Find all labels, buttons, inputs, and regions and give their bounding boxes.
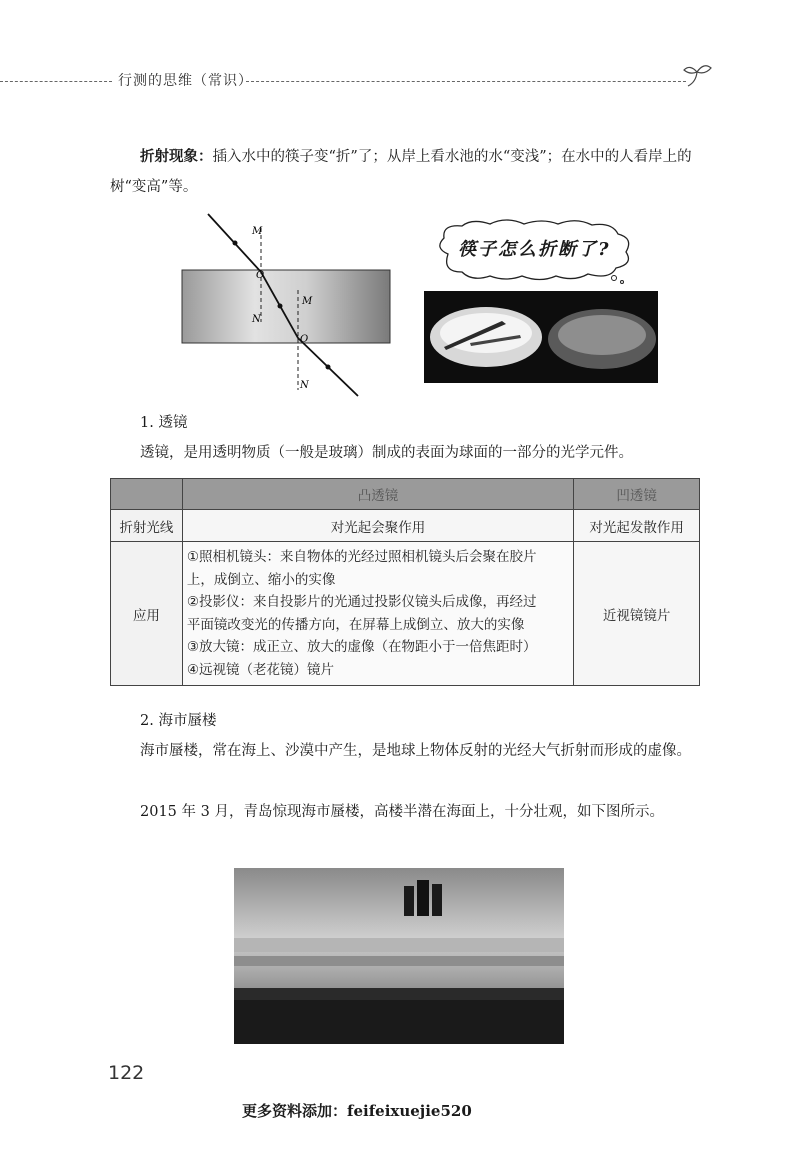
label-o1: O xyxy=(256,270,265,281)
convex-app-line: 平面镜改变光的传播方向，在屏幕上成倒立、放大的实像 xyxy=(186,616,525,633)
lens-table xyxy=(110,478,700,686)
convex-app-line: ②投影仪：来自投影片的光通过投影仪镜头后成像，再经过 xyxy=(186,594,537,610)
row-label-application: 应用 xyxy=(111,542,183,686)
chopstick-illustration xyxy=(424,291,658,383)
label-n2: N xyxy=(300,380,309,391)
convex-app-line: ①照相机镜头：来自物体的光经过照相机镜头后会聚在胶片 xyxy=(186,549,537,565)
refraction-text: 插入水中的筷子变“折”了；从岸上看水池的水“变浅”；在水中的人看岸上的树“变高”等。 xyxy=(110,149,692,195)
chopstick-photo xyxy=(424,291,658,383)
label-m2: M xyxy=(302,296,313,307)
table-header-convex: 凸透镜 xyxy=(182,479,573,510)
header-rule-right xyxy=(246,81,686,82)
refraction-intro xyxy=(110,142,700,202)
convex-app-line: 上，成倒立、缩小的实像 xyxy=(186,571,336,588)
row-label-refraction: 折射光线 xyxy=(111,510,183,542)
table-header-empty xyxy=(111,479,183,510)
section2-text: 海市蜃楼，常在海上、沙漠中产生，是地球上物体反射的光经大气折射而形成的虚像。 xyxy=(140,743,691,759)
concave-refraction: 对光起发散作用 xyxy=(574,510,700,542)
footer-note: 更多资料添加：feifeixuejie520 xyxy=(242,1102,472,1120)
table-header-concave: 凹透镜 xyxy=(574,479,700,510)
convex-app-line: ④远视镜（老花镜）镜片 xyxy=(186,661,334,678)
table-header-row xyxy=(111,479,700,510)
section2-example: 2015 年 3 月，青岛惊现海市蜃楼，高楼半潜在海面上，十分壮观，如下图所示。 xyxy=(140,804,664,820)
section2-title: 2. 海市蜃楼 xyxy=(140,713,217,729)
refraction-label: 折射现象： xyxy=(140,148,213,165)
refraction-diagram xyxy=(180,210,395,405)
mirage-photo xyxy=(234,868,564,1044)
mirage-illustration xyxy=(234,868,564,1044)
label-o2: O xyxy=(300,334,309,345)
header-rule-left xyxy=(0,81,112,82)
label-n1: N xyxy=(252,314,261,325)
section1-title: 1. 透镜 xyxy=(140,415,188,431)
page-number: 122 xyxy=(108,1062,145,1084)
concave-application: 近视镜镜片 xyxy=(574,542,700,686)
header-title: 行测的思维（常识） xyxy=(118,73,253,89)
label-m1: M xyxy=(252,226,263,237)
convex-refraction: 对光起会聚作用 xyxy=(182,510,573,542)
section1-text: 透镜，是用透明物质（一般是玻璃）制成的表面为球面的一部分的光学元件。 xyxy=(140,445,633,461)
convex-app-line: ③放大镜：成正立、放大的虚像（在物距小于一倍焦距时） xyxy=(186,639,537,655)
table-row xyxy=(111,542,700,686)
bubble-text: 筷子怎么折断了? xyxy=(458,239,611,260)
convex-applications xyxy=(182,542,573,686)
table-row xyxy=(111,510,700,542)
sprout-icon xyxy=(680,60,714,90)
